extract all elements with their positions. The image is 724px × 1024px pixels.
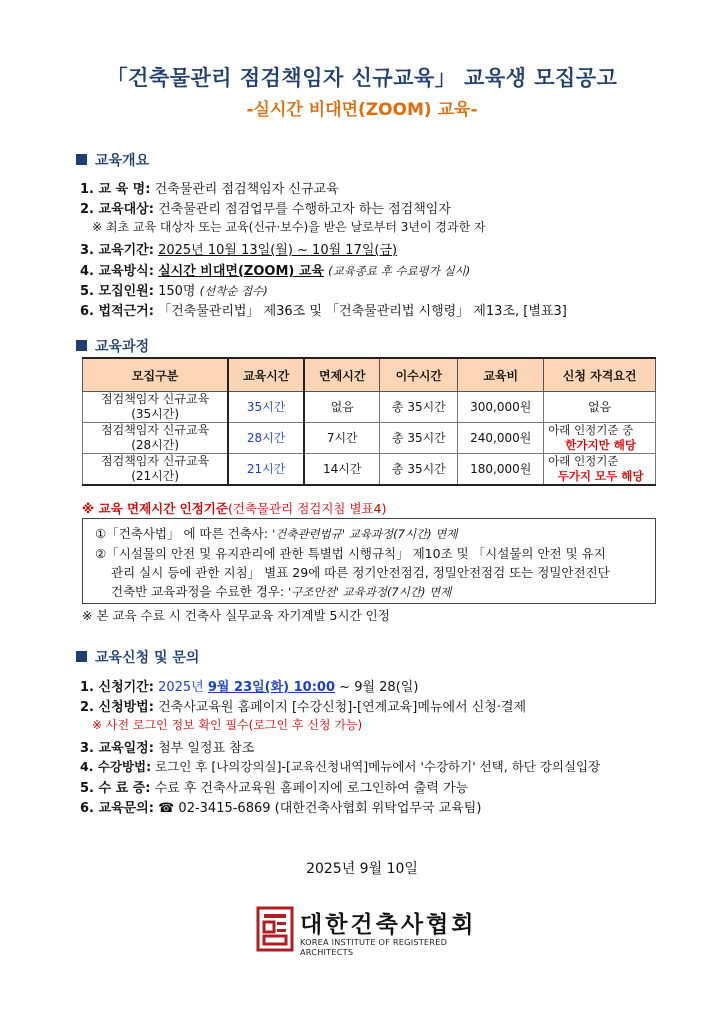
- issue-date: 2025년 9월 10일: [306, 861, 418, 877]
- cell-fee: 240,000원: [458, 423, 544, 454]
- field-label: 4. 수강방법:: [80, 759, 152, 774]
- requirement-text: 아래 인정기준 중: [548, 423, 634, 437]
- apply-cert-line: [80, 777, 468, 796]
- field-label: 5. 모집인원:: [80, 284, 154, 299]
- field-value: 2025년 10월 13일(월) ~ 10월 17일(금): [158, 243, 398, 258]
- header-total-time: 이수시간: [380, 358, 458, 392]
- field-label: 1. 신청기간:: [80, 680, 154, 695]
- section-course-heading: [76, 336, 149, 356]
- cell-total-time: 총 35시간: [380, 392, 458, 423]
- cell-edu-time: 35시간: [228, 392, 304, 423]
- category-text: 점검책임자 신규교육: [101, 454, 210, 468]
- page-title: 「건축물관리 점검책임자 신규교육」 교육생 모집공고: [106, 66, 618, 90]
- apply-access-line: [80, 757, 600, 775]
- field-value: 첨부 일정표 참조: [158, 741, 255, 756]
- square-bullet-icon: [76, 340, 87, 351]
- overview-name-line: [80, 178, 339, 197]
- field-label: 6. 교육문의:: [80, 801, 154, 816]
- association-logo: [256, 906, 482, 957]
- table-row: [83, 454, 656, 486]
- exemption-criteria-title: [82, 499, 386, 517]
- apply-schedule-line: [80, 737, 254, 756]
- field-label: 1. 교 육 명:: [80, 182, 151, 197]
- logo-english-name: KOREA INSTITUTE OF REGISTERED ARCHITECTS: [300, 937, 448, 957]
- table-row: [83, 392, 656, 423]
- cell-edu-time: 28시간: [228, 423, 304, 454]
- cell-fee: 180,000원: [458, 454, 544, 486]
- cell-requirement: 없음: [544, 392, 656, 423]
- criteria-item-2-line-2: 관리 실시 등에 관한 지침」 별표 29에 따른 정기안전점검, 정밀안전점검 또는 정밀안전진단: [111, 565, 610, 580]
- overview-target-note: ※ 최초 교육 대상자 또는 교육(신규·보수)을 받은 날로부터 3년이 경과한 자: [92, 220, 486, 234]
- field-value: 「건축물관리법」 제36조 및 「건축물관리법 시행령」 제13조, [별표3]: [158, 304, 567, 319]
- field-value: 로그인 후 [나의강의실]-[교육신청내역]메뉴에서 '수강하기' 선택, 하단 강의실입장: [155, 759, 601, 774]
- section-apply-heading: [76, 647, 199, 667]
- period-start-year: 2025년: [158, 680, 204, 695]
- field-value: 수료 후 건축사교육원 홈페이지에 로그인하여 출력 가능: [154, 781, 469, 796]
- page-subtitle: -실시간 비대면(ZOOM) 교육-: [246, 100, 478, 120]
- apply-method-line: [80, 696, 526, 715]
- header-fee: 교육비: [458, 358, 544, 392]
- section-heading-text: 교육과정: [95, 339, 150, 355]
- field-value: 150명: [158, 284, 196, 299]
- section-heading-text: 교육개요: [95, 153, 150, 169]
- field-label: 4. 교육방식:: [80, 264, 154, 279]
- section-heading-text: 교육신청 및 문의: [95, 650, 200, 666]
- field-label: 2. 신청방법:: [80, 700, 154, 715]
- cell-exempt-time: 7시간: [304, 423, 380, 454]
- overview-period-line: [80, 239, 397, 258]
- overview-method-line: [80, 260, 470, 279]
- course-footnote: ※ 본 교육 수료 시 건축사 실무교육 자기계발 5시간 인정: [82, 608, 390, 623]
- field-label: 3. 교육기간:: [80, 243, 154, 258]
- category-hours: (35시간): [131, 407, 180, 421]
- cell-category: [83, 454, 229, 486]
- cell-total-time: 총 35시간: [380, 454, 458, 486]
- header-category: 모집구분: [83, 358, 229, 392]
- field-label: 2. 교육대상:: [80, 202, 154, 217]
- requirement-text: 아래 인정기준: [548, 454, 619, 468]
- requirement-highlight: 두가지 모두 해당: [557, 469, 644, 483]
- overview-target-line: [80, 198, 451, 217]
- category-hours: (21시간): [131, 469, 180, 483]
- cell-requirement: [544, 454, 656, 486]
- criteria-item-2-line-1: ②「시설물의 안전 및 유지관리에 관한 특별법 시행규칙」 제10조 및 「시설물의 안전 및 유지: [95, 546, 606, 561]
- field-value: 건축사교육원 홈페이지 [수강신청]-[연계교육]메뉴에서 신청·결제: [158, 700, 527, 715]
- cell-exempt-time: 없음: [304, 392, 380, 423]
- apply-contact-line: [80, 797, 481, 816]
- exemption-criteria-box: [82, 518, 656, 604]
- field-value: ☎ 02-3415-6869 (대한건축사협회 위탁업무국 교육팀): [158, 801, 482, 816]
- field-note: (선착순 접수): [199, 284, 268, 298]
- cell-total-time: 총 35시간: [380, 423, 458, 454]
- requirement-highlight: 한가지만 해당: [565, 438, 636, 452]
- cell-requirement: [544, 423, 656, 454]
- apply-login-note: ※ 사전 로그인 정보 확인 필수(로그인 후 신청 가능): [92, 718, 363, 732]
- period-end: ~ 9월 28(일): [339, 680, 419, 695]
- header-edu-time: 교육시간: [228, 358, 304, 392]
- criteria-text: 건축반 교육과정을 수료한 경우:: [111, 584, 285, 599]
- square-bullet-icon: [76, 651, 87, 662]
- field-label: 3. 교육일정:: [80, 741, 154, 756]
- course-table: [82, 357, 656, 486]
- field-value: 실시간 비대면(ZOOM) 교육: [158, 264, 324, 279]
- criteria-reference: (건축물관리 점검지침 별표4): [227, 501, 387, 516]
- criteria-italic: '구조안전' 교육과정(7시간) 면제: [288, 585, 452, 599]
- criteria-title-text: ※ 교육 면제시간 인정기준: [82, 501, 228, 516]
- table-header-row: [83, 358, 656, 392]
- field-label: 5. 수 료 증:: [80, 781, 151, 796]
- field-value: 건축물관리 점검책임자 신규교육: [154, 182, 339, 197]
- period-start: 9월 23일(화) 10:00: [207, 680, 336, 695]
- field-value: 건축물관리 점검업무를 수행하고자 하는 점검책임자: [158, 202, 451, 217]
- header-requirement: 신청 자격요건: [544, 358, 656, 392]
- category-hours: (28시간): [131, 438, 180, 452]
- section-overview-heading: [76, 150, 149, 170]
- cell-category: [83, 423, 229, 454]
- category-text: 점검책임자 신규교육: [101, 423, 210, 437]
- field-label: 6. 법적근거:: [80, 304, 154, 319]
- header-exempt-time: 면제시간: [304, 358, 380, 392]
- overview-capacity-line: [80, 280, 268, 299]
- cell-exempt-time: 14시간: [304, 454, 380, 486]
- overview-law-line: [80, 300, 567, 319]
- category-text: 점검책임자 신규교육: [101, 392, 210, 406]
- criteria-item-1: [95, 524, 458, 542]
- architects-logo-mark-icon: [256, 906, 294, 952]
- apply-period-line: [80, 676, 418, 695]
- cell-fee: 300,000원: [458, 392, 544, 423]
- cell-category: [83, 392, 229, 423]
- field-note: (교육종료 후 수료평가 실시): [328, 264, 471, 278]
- criteria-text: ①「건축사법」 에 따른 건축사:: [95, 526, 269, 541]
- criteria-italic: '건축관련법규' 교육과정(7시간) 면제: [272, 527, 458, 541]
- cell-edu-time: 21시간: [228, 454, 304, 486]
- table-row: [83, 423, 656, 454]
- criteria-item-2-line-3: [111, 582, 451, 600]
- logo-name: 대한건축사협회: [300, 912, 477, 938]
- square-bullet-icon: [76, 154, 87, 165]
